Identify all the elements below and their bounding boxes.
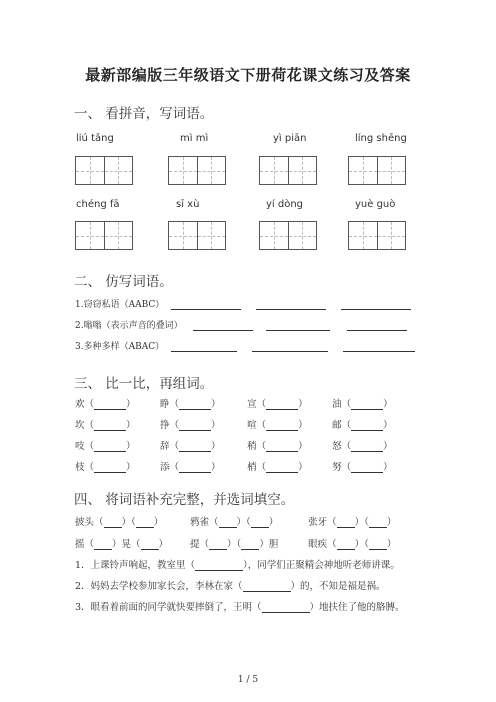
answer-blank[interactable] xyxy=(136,517,154,528)
writing-grid[interactable] xyxy=(168,156,226,185)
writing-grid[interactable] xyxy=(75,156,133,185)
answer-blank[interactable] xyxy=(94,441,126,452)
answer-blank[interactable] xyxy=(94,420,126,431)
imitate-line xyxy=(75,318,407,331)
answer-blank[interactable] xyxy=(141,539,159,550)
answer-blank[interactable] xyxy=(179,399,211,410)
answer-blank[interactable] xyxy=(251,517,269,528)
answer-blank[interactable] xyxy=(243,581,291,592)
answer-blank[interactable] xyxy=(369,517,387,528)
pinyin-2-1: chéng fā xyxy=(76,199,120,210)
answer-blank[interactable] xyxy=(262,602,310,613)
imitate-label: 1.窃窃私语（AABC） xyxy=(75,300,165,310)
writing-grid[interactable] xyxy=(348,221,406,250)
compare-row: 吱（ ） 辞（ ） 稍（ ） 怒（ ） xyxy=(75,441,393,452)
pinyin-1-2: mì mì xyxy=(180,133,209,144)
compare-row: 坎（ ） 挣（ ） 喧（ ） 邮（ ） xyxy=(75,420,393,431)
answer-blank[interactable] xyxy=(266,420,298,431)
idiom-line: 摇（ ）晃（ ） 提（ ）（ ）胆 眼疾（ ）（ ） xyxy=(75,539,397,550)
fill-sentence-2: 2．妈妈去学校参加家长会，李林在家（ ）的，不知是福是祸。 xyxy=(75,581,386,592)
imitate-line xyxy=(75,297,411,310)
pinyin-2-2: sī xù xyxy=(176,199,200,210)
writing-grid[interactable] xyxy=(168,221,226,250)
answer-blank[interactable] xyxy=(343,341,415,352)
imitate-label: 2.嗡嗡（表示声音的叠词） xyxy=(75,321,183,331)
answer-blank[interactable] xyxy=(171,299,241,310)
pinyin-1-1: liú tǎng xyxy=(76,133,114,144)
answer-blank[interactable] xyxy=(195,560,243,571)
answer-blank[interactable] xyxy=(351,441,383,452)
answer-blank[interactable] xyxy=(347,320,407,331)
answer-blank[interactable] xyxy=(369,539,387,550)
answer-blank[interactable] xyxy=(337,517,355,528)
answer-blank[interactable] xyxy=(266,462,298,473)
answer-blank[interactable] xyxy=(179,462,211,473)
section-2-heading: 二、 仿写词语。 xyxy=(74,274,173,290)
imitate-label: 3.多种多样（ABAC） xyxy=(75,342,165,352)
answer-blank[interactable] xyxy=(266,399,298,410)
answer-blank[interactable] xyxy=(104,517,122,528)
compare-row: 枝（ ） 添（ ） 梢（ ） 努（ ） xyxy=(75,462,393,473)
section-3-heading: 三、 比一比，再组词。 xyxy=(74,376,214,392)
answer-blank[interactable] xyxy=(94,539,112,550)
answer-blank[interactable] xyxy=(256,299,326,310)
answer-blank[interactable] xyxy=(351,399,383,410)
answer-blank[interactable] xyxy=(209,539,227,550)
answer-blank[interactable] xyxy=(219,517,237,528)
section-1-heading: 一、 看拼音，写词语。 xyxy=(74,106,214,122)
writing-grid[interactable] xyxy=(348,156,406,185)
pinyin-1-4: líng shēng xyxy=(355,133,407,144)
answer-blank[interactable] xyxy=(94,462,126,473)
imitate-line xyxy=(75,339,415,352)
answer-blank[interactable] xyxy=(266,320,330,331)
writing-grid[interactable] xyxy=(75,221,133,250)
fill-sentence-3: 3．眼看着前面的同学就快要摔倒了，王明（ ）地扶住了他的胳膊。 xyxy=(75,602,405,613)
fill-sentence-1: 1．上课铃声响起，教室里（ ），同学们正聚精会神地听老师讲课。 xyxy=(75,560,400,571)
pinyin-2-3: yí dòng xyxy=(266,199,304,210)
answer-blank[interactable] xyxy=(266,441,298,452)
answer-blank[interactable] xyxy=(171,341,237,352)
writing-grid[interactable] xyxy=(259,221,317,250)
answer-blank[interactable] xyxy=(351,420,383,431)
page-title: 最新部编版三年级语文下册荷花课文练习及答案 xyxy=(85,66,411,84)
answer-blank[interactable] xyxy=(337,539,355,550)
compare-row: 欢（ ） 睁（ ） 宣（ ） 油（ ） xyxy=(75,399,393,410)
pinyin-1-3: yì piān xyxy=(273,133,307,144)
writing-grid[interactable] xyxy=(259,156,317,185)
answer-blank[interactable] xyxy=(252,341,328,352)
answer-blank[interactable] xyxy=(179,420,211,431)
answer-blank[interactable] xyxy=(193,320,253,331)
answer-blank[interactable] xyxy=(241,539,259,550)
idiom-line: 披头（ ）（ ） 鸦雀（ ）（ ） 张牙（ ）（ ） xyxy=(75,517,397,528)
section-4-heading: 四、 将词语补充完整，并选词填空。 xyxy=(74,492,295,508)
page-number: 1 / 5 xyxy=(237,675,259,685)
answer-blank[interactable] xyxy=(351,462,383,473)
answer-blank[interactable] xyxy=(179,441,211,452)
answer-blank[interactable] xyxy=(341,299,411,310)
answer-blank[interactable] xyxy=(94,399,126,410)
pinyin-2-4: yuè guò xyxy=(355,199,396,210)
